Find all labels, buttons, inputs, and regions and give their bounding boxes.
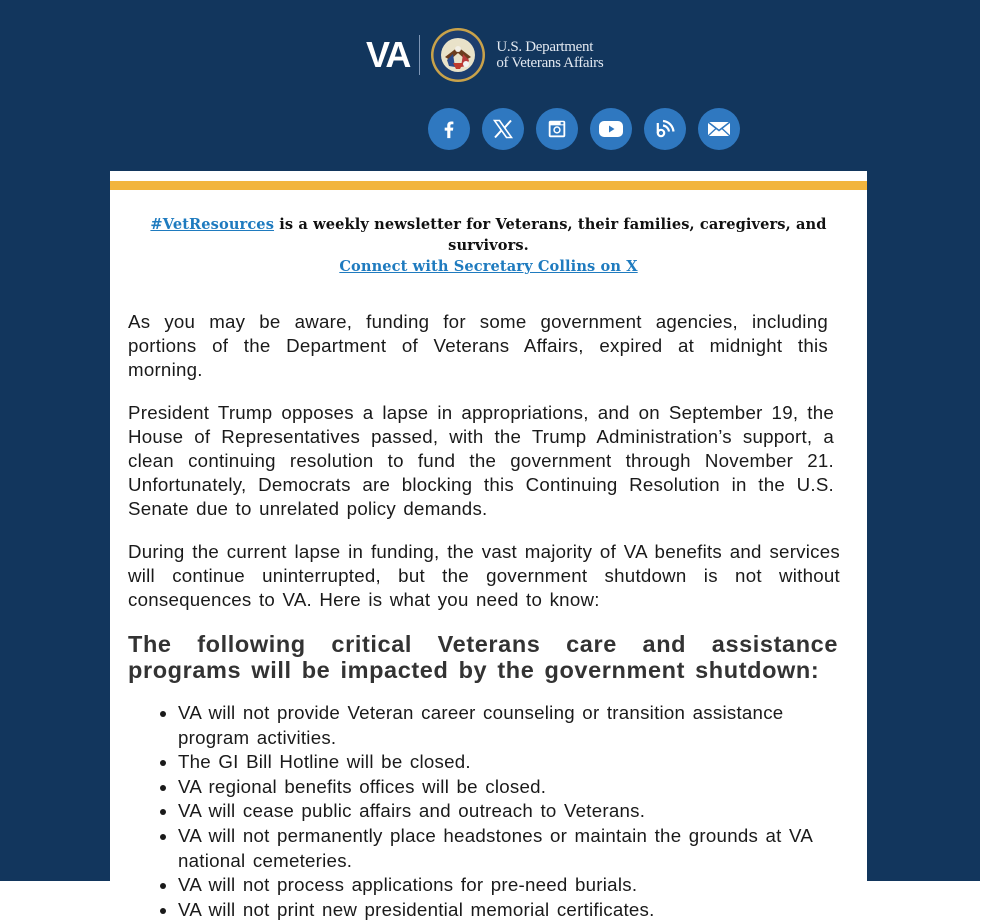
list-item: • VA will not process applications for pre-need burials. [178, 873, 828, 898]
impacts-heading: The following critical Veterans care and assistance programs will be impacted by the government shutdown: [128, 631, 838, 683]
list-item: • VA will cease public affairs and outreach to Veterans. [178, 799, 828, 824]
accent-bar [110, 181, 867, 190]
paragraph-funding-expired: As you may be aware, funding for some government agencies, including portions of the Department of Veterans Affairs, expired at midnight this morning. [128, 311, 828, 380]
newsletter-card [110, 171, 867, 920]
list-item: • VA will not print new presidential memorial certificates. [178, 898, 828, 922]
list-item: • The GI Bill Hotline will be closed. [178, 750, 828, 775]
x-button[interactable] [482, 108, 524, 150]
newsletter-header [0, 0, 980, 171]
org-name-line1: U.S. Department [496, 39, 594, 55]
list-item: • VA will not provide Veteran career counseling or transition assistance program activities. [178, 701, 828, 750]
social-links [428, 108, 740, 150]
paragraph-continuing-resolution: President Trump opposes a lapse in appropriations, and on September 19, the House of Representatives passed, with the Trump Administration’s support, a clean continuing resolution to fund the government through November 21. Unfortunately, Democrats are blocking this Continuing Resolution in the U.S. Senate due to unrelated policy demands. [128, 402, 834, 519]
list-item: • VA will not permanently place headstones or maintain the grounds at VA national cemeteries. [178, 824, 828, 873]
facebook-button[interactable] [428, 108, 470, 150]
va-seal-icon [430, 27, 486, 83]
email-icon [706, 119, 732, 139]
youtube-icon [598, 119, 624, 139]
facebook-icon [438, 118, 460, 140]
va-wordmark: VA [366, 34, 410, 75]
x-icon [491, 117, 515, 141]
vetresources-link[interactable]: #VetResources [150, 216, 275, 233]
email-button[interactable] [698, 108, 740, 150]
newsletter-tagline: is a weekly newsletter for Veterans, their families, caregivers, and survivors. [274, 216, 827, 254]
list-item: • VA regional benefits offices will be closed. [178, 775, 828, 800]
paragraph-lapse-impact: During the current lapse in funding, the vast majority of VA benefits and services will continue uninterrupted, but the government shutdown is not without consequences to VA. Here is what you need to know: [128, 541, 840, 610]
impacts-list [128, 701, 828, 922]
org-name-line2: of Veterans Affairs [496, 55, 604, 71]
connect-secretary-link[interactable]: Connect with Secretary Collins on X [339, 258, 638, 275]
instagram-icon [546, 118, 568, 140]
instagram-button[interactable] [536, 108, 578, 150]
logo-divider [419, 35, 420, 75]
newsletter-body [128, 310, 840, 922]
org-name [496, 39, 603, 71]
youtube-button[interactable] [590, 108, 632, 150]
newsletter-intro [110, 214, 867, 277]
va-logo[interactable] [366, 26, 603, 84]
blog-icon [653, 117, 677, 141]
blog-button[interactable] [644, 108, 686, 150]
